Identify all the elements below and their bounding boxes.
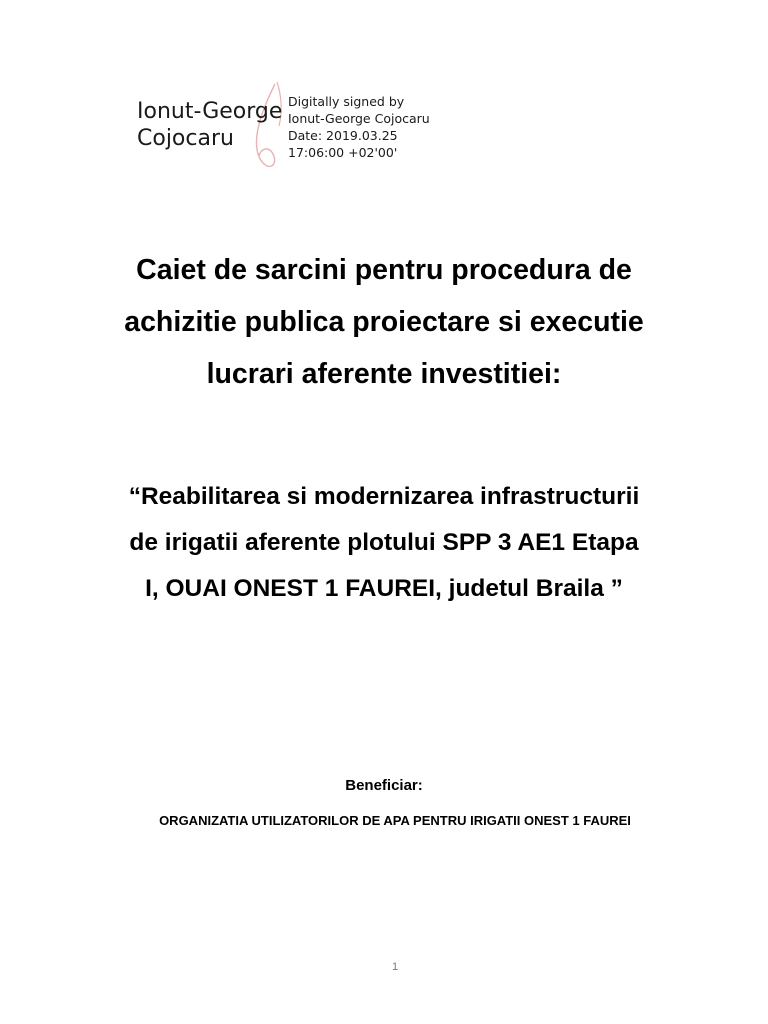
document-title <box>40 244 728 400</box>
signature-details-line1: Digitally signed by <box>288 94 405 109</box>
document-title-line3: lucrari aferente investitiei: <box>206 358 562 390</box>
digital-signature[interactable] <box>137 88 467 178</box>
beneficiary-label: Beneficiar: <box>345 777 423 794</box>
project-title-line3: I, OUAI ONEST 1 FAUREI, judetul Braila ” <box>145 575 623 602</box>
signature-details <box>288 93 430 161</box>
document-title-line2: achizitie publica proiectare si executie <box>124 306 644 338</box>
project-title-line1: “Reabilitarea si modernizarea infrastructurii <box>128 483 640 510</box>
signature-date: Date: 2019.03.25 <box>288 128 398 143</box>
page-number: 1 <box>391 961 399 973</box>
beneficiary-name: ORGANIZATIA UTILIZATORILOR DE APA PENTRU IRIGATII ONEST 1 FAUREI <box>159 813 631 828</box>
signer-name-line1: Ionut-George <box>137 99 283 124</box>
signer-name <box>137 98 282 152</box>
signer-name-line2: Cojocaru <box>137 126 234 151</box>
signature-time: 17:06:00 +02'00' <box>288 145 398 160</box>
signature-details-line2: Ionut-George Cojocaru <box>288 111 430 126</box>
project-title-line2: de irigatii aferente plotului SPP 3 AE1 Etapa <box>129 529 639 556</box>
document-title-line1: Caiet de sarcini pentru procedura de <box>136 254 632 286</box>
project-title <box>40 474 728 612</box>
